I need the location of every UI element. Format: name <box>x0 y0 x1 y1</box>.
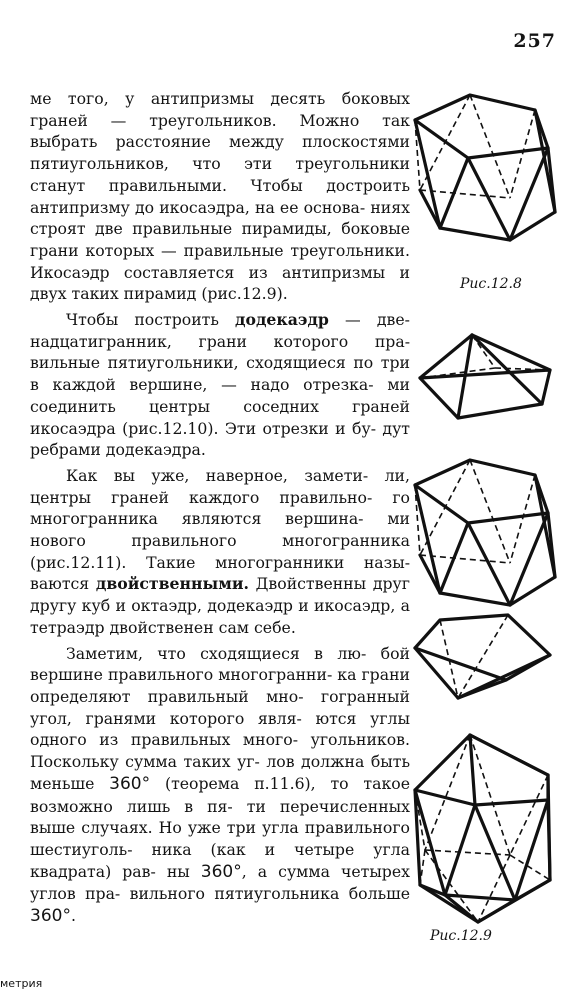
text-line: гогранный угол, гранями которого явля- <box>30 686 410 728</box>
text-line: ли, центры граней каждого правильно- <box>30 465 410 507</box>
body-text <box>30 88 410 928</box>
antiprism-figure <box>410 90 570 250</box>
running-footer: метрия <box>0 977 43 990</box>
text-fragment: вильного пятиугольника больше <box>129 884 410 904</box>
text-line: Заметим, что сходящиеся в лю- <box>66 643 367 663</box>
paragraph-1 <box>30 88 410 305</box>
text-fragment: . <box>70 906 76 926</box>
text-line: ниях строят две правильные пирамиды, <box>30 197 410 239</box>
text-fragment: — две- <box>328 310 410 330</box>
text-line: ника (как и четыре угла квадрата) рав- <box>30 839 410 881</box>
paragraph-4 <box>30 643 410 928</box>
text-line: себе. <box>254 617 296 637</box>
angle-value: 360° <box>109 773 151 794</box>
figures-column <box>410 90 570 960</box>
text-line: боковые грани которых — правильные <box>30 219 410 260</box>
paragraph-3 <box>30 465 410 639</box>
text-line: (рис.12.9). <box>201 284 288 304</box>
page-number: 257 <box>513 30 556 52</box>
text-line: друг другу куб и октаэдр, додекаэдр и <box>30 574 410 616</box>
text-line: пятиугольников, что эти треугольники <box>30 154 410 174</box>
icosahedron-figure <box>410 730 570 930</box>
text-line: икосаэдр, а тетраэдр двойственен сам <box>30 596 410 637</box>
figure-caption: Рис.12.9 <box>430 928 492 944</box>
text-line: ме того, у антипризмы десять боковых <box>30 89 410 108</box>
text-line: (рис.12.11). Такие многогранники назы- <box>30 552 410 572</box>
text-line: ти перечисленных выше случаях. Но <box>30 796 410 838</box>
text-line: ка грани определяют правильный мно- <box>30 665 410 706</box>
text-fragment: , а сумма четырех углов пра- <box>30 861 410 904</box>
text-line: п.11.6), то такое возможно лишь в пя- <box>30 773 410 816</box>
text-line: бой вершине правильного многогранни- <box>30 643 410 685</box>
text-fragment: (теорема <box>150 773 240 793</box>
text-line: угольников. Поскольку сумма таких уг- <box>30 730 410 772</box>
text-line: го многогранника являются вершина- <box>30 487 410 529</box>
text-line: выбрать расстояние между плоскостями <box>30 132 410 152</box>
text-line: антипризму до икосаэдра, на ее основа- <box>30 197 366 217</box>
text-line: из антипризмы и двух таких пирамид <box>30 262 410 304</box>
text-fragment: ваются <box>30 574 96 594</box>
text-line: икосаэдра (рис.12.10). Эти отрезки и бу- <box>30 418 376 438</box>
antiprism-middle-figure <box>410 455 570 615</box>
pyramid-top-figure <box>410 330 570 430</box>
pyramid-bottom-figure <box>410 610 570 710</box>
paragraph-2 <box>30 309 410 461</box>
angle-value: 360° <box>30 906 71 927</box>
text-line: треугольники. Икосаэдр составляется <box>30 240 410 282</box>
text-line: ми соединить центры соседних граней <box>30 375 410 416</box>
text-line: три в каждой вершине, — надо отрезка- <box>30 353 410 395</box>
text-line: ми нового правильного многогранника <box>30 509 410 551</box>
text-fragment: ны <box>166 861 201 881</box>
text-line: надцатигранник, грани которого пра- <box>30 331 410 351</box>
figure-caption: Рис.12.8 <box>460 276 522 292</box>
term-dodecahedron: додекаэдр <box>235 310 329 330</box>
text-line: Как вы уже, наверное, замети- <box>66 465 369 485</box>
text-line: дут ребрами додекаэдра. <box>30 418 410 460</box>
text-fragment: Двойственны <box>248 574 367 594</box>
text-fragment: лов должна быть меньше <box>30 752 410 793</box>
text-line: ются углы одного из правильных много- <box>30 708 410 750</box>
text-line: граней — треугольников. Можно так <box>30 110 410 130</box>
text-fragment: Чтобы построить <box>66 310 236 330</box>
text-line: станут правильными. Чтобы достроить <box>30 175 410 195</box>
text-line: уже три угла правильного шестиуголь- <box>30 818 410 859</box>
text-line: вильные пятиугольники, сходящиеся по <box>30 353 374 373</box>
angle-value: 360° <box>200 861 242 882</box>
term-dual: двойственными. <box>95 574 249 594</box>
